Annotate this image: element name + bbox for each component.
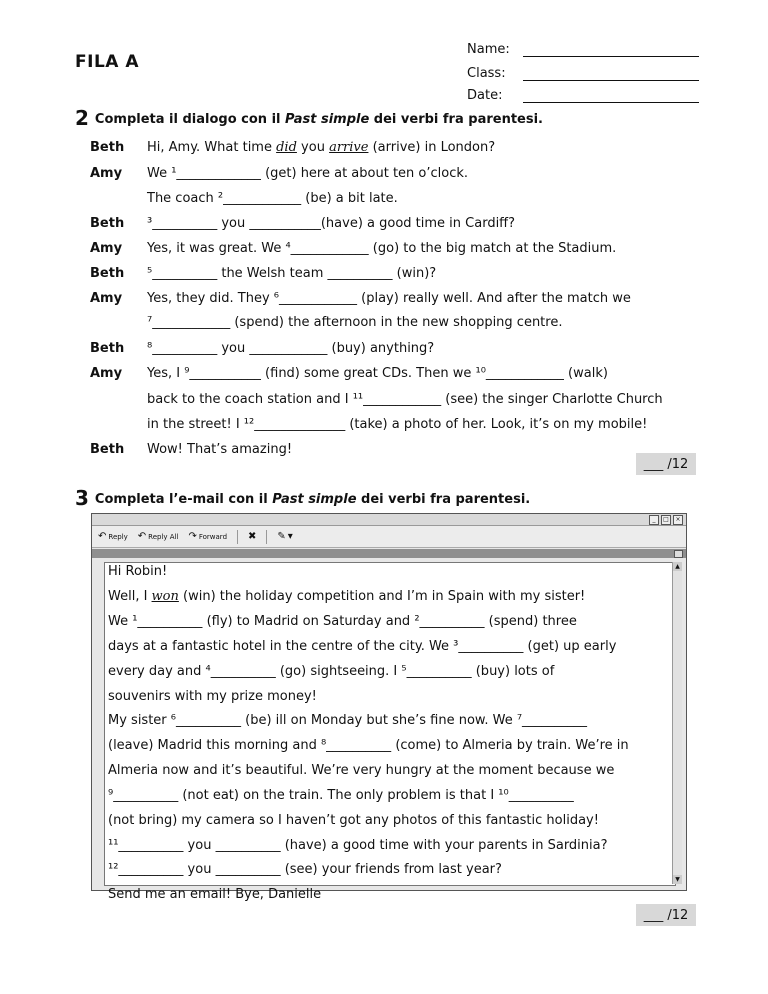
example-answer: did (276, 140, 297, 155)
email-line (108, 589, 585, 604)
scroll-down-icon[interactable]: ▼ (673, 875, 682, 884)
reply-button[interactable] (98, 531, 128, 542)
email-line: (leave) Madrid this morning and ⁸__________ (come) to Almeria by train. We’re in (108, 738, 629, 753)
speaker-label: Beth (90, 216, 125, 231)
speaker-label: Amy (90, 366, 123, 381)
exercise-3-title (75, 486, 530, 510)
email-line: days at a fantastic hotel in the centre of the city. We ³__________ (get) up early (108, 639, 617, 654)
email-line: ¹²__________ you __________ (see) your friends from last year? (108, 862, 502, 877)
class-field-line[interactable] (523, 80, 699, 81)
email-line: Send me an email! Bye, Danielle (108, 887, 322, 902)
line-text: (win) the holiday competition and I’m in Spain with my sister! (178, 589, 586, 604)
exercise-3-number: 3 (75, 486, 89, 510)
date-label: Date: (467, 88, 503, 103)
name-field-line[interactable] (523, 56, 699, 57)
email-line: We ¹__________ (fly) to Madrid on Saturday and ²__________ (spend) three (108, 614, 577, 629)
example-answer: arrive (329, 140, 369, 155)
email-toolbar (92, 526, 686, 548)
line-text: you (296, 140, 330, 155)
dialogue-line: Wow! That’s amazing! (147, 442, 293, 457)
email-line: Almeria now and it’s beautiful. We’re very hungry at the moment because we (108, 763, 615, 778)
exercise-2-score: ___ /12 (636, 453, 696, 475)
toolbar-divider (237, 530, 238, 544)
speaker-label: Beth (90, 266, 125, 281)
forward-button[interactable] (188, 531, 227, 542)
email-line: ¹¹__________ you __________ (have) a good time with your parents in Sardinia? (108, 838, 608, 853)
dialogue-line: ⁵__________ the Welsh team __________ (win)? (147, 266, 437, 281)
dialogue-line: ⁸__________ you ____________ (buy) anything? (147, 341, 435, 356)
speaker-label: Amy (90, 241, 123, 256)
reply-all-button[interactable] (138, 531, 179, 542)
line-text: Hi, Amy. What time (147, 140, 277, 155)
reply-icon: ↶ (98, 531, 107, 542)
header-strip (92, 549, 686, 558)
reply-all-icon: ↶ (137, 531, 147, 542)
exercise-2-title-post: dei verbi fra parentesi. (369, 112, 543, 127)
exercise-2-title (75, 106, 543, 130)
dialogue-line: in the street! I ¹²______________ (take) a photo of her. Look, it’s on my mobile! (147, 417, 648, 432)
person-icon: ✎ (277, 531, 286, 542)
dialogue-line: Yes, it was great. We ⁴____________ (go) to the big match at the Stadium. (147, 241, 617, 256)
delete-button[interactable] (248, 531, 256, 542)
email-line: every day and ⁴__________ (go) sightseeing. I ⁵__________ (buy) lots of (108, 664, 555, 679)
dialogue-line: ³__________ you ___________(have) a good time in Cardiff? (147, 216, 516, 231)
dialogue-line: The coach ²____________ (be) a bit late. (147, 191, 398, 206)
email-line: ⁹__________ (not eat) on the train. The only problem is that I ¹⁰__________ (108, 788, 574, 803)
line-text: (arrive) in London? (368, 140, 496, 155)
dialogue-line: ⁷____________ (spend) the afternoon in the new shopping centre. (147, 315, 563, 330)
speaker-label: Amy (90, 166, 123, 181)
date-field-line[interactable] (523, 102, 699, 103)
class-label: Class: (467, 66, 506, 81)
exercise-3-score: ___ /12 (636, 904, 696, 926)
fila-label: FILA A (75, 52, 140, 72)
chevron-down-icon: ▾ (287, 531, 293, 542)
collapse-icon[interactable] (674, 550, 683, 558)
speaker-label: Beth (90, 140, 125, 155)
dialogue-line (147, 140, 495, 155)
speaker-label: Amy (90, 291, 123, 306)
scrollbar[interactable] (672, 562, 682, 884)
delete-icon: ✖ (248, 531, 257, 542)
window-titlebar (92, 514, 686, 526)
reply-all-label: Reply All (148, 532, 179, 541)
reply-label: Reply (108, 532, 128, 541)
email-line: souvenirs with my prize money! (108, 689, 317, 704)
email-line: (not bring) my camera so I haven’t got any photos of this fantastic holiday! (108, 813, 599, 828)
maximize-icon[interactable]: □ (661, 515, 671, 525)
name-label: Name: (467, 42, 510, 57)
speaker-label: Beth (90, 341, 125, 356)
example-answer: won (151, 589, 179, 604)
email-line: My sister ⁶__________ (be) ill on Monday but she’s fine now. We ⁷__________ (108, 713, 588, 728)
line-text: Well, I (108, 589, 152, 604)
dialogue-line: We ¹_____________ (get) here at about ten o’clock. (147, 166, 469, 181)
dialogue-line: Yes, I ⁹___________ (find) some great CDs. Then we ¹⁰____________ (walk) (147, 366, 608, 381)
exercise-3-title-post: dei verbi fra parentesi. (356, 492, 531, 507)
forward-label: Forward (198, 532, 228, 541)
more-actions-button[interactable] (277, 531, 292, 542)
close-icon[interactable]: × (673, 515, 683, 525)
exercise-3-title-pre: Completa l’e-mail con il (94, 492, 273, 507)
minimize-icon[interactable]: _ (649, 515, 659, 525)
forward-icon: ↷ (188, 531, 197, 542)
exercise-2-title-em: Past simple (285, 112, 370, 127)
dialogue-line: back to the coach station and I ¹¹____________ (see) the singer Charlotte Church (147, 392, 663, 407)
speaker-label: Beth (90, 442, 125, 457)
dialogue-line: Yes, they did. They ⁶____________ (play) really well. And after the match we (147, 291, 631, 306)
toolbar-divider (266, 530, 267, 544)
exercise-3-title-em: Past simple (272, 492, 357, 507)
exercise-2-title-pre: Completa il dialogo con il (94, 112, 286, 127)
exercise-2-number: 2 (75, 106, 89, 130)
scroll-up-icon[interactable]: ▲ (673, 562, 682, 571)
email-line: Hi Robin! (108, 564, 168, 579)
